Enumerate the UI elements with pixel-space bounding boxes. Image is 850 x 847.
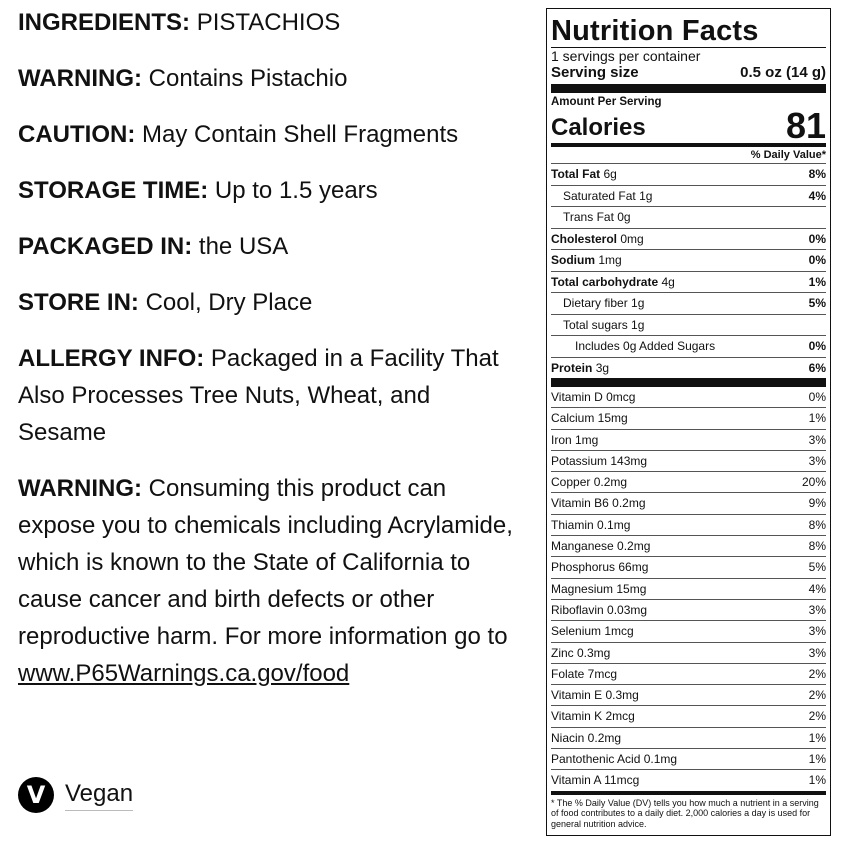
vegan-badge-row — [18, 777, 133, 813]
micronutrient-pct: 1% — [808, 752, 826, 767]
prop65-warning-line: WARNING: Consuming this product can expose you to chemicals including Acrylamide, which is known to the State of California to cause cancer and birth defects or other reproductive harm. For more information go to www.P65Warnings.ca.gov/food — [18, 475, 513, 687]
micronutrient-row — [551, 492, 826, 513]
nutrition-facts-panel — [546, 8, 831, 836]
micronutrient-name: Thiamin 0.1mg — [551, 517, 631, 532]
micronutrient-row — [551, 769, 826, 790]
nutrient-row-dietary-fiber: Dietary fiber 1g 5% — [551, 292, 826, 314]
servings-per-container: 1 servings per container — [551, 48, 701, 64]
micronutrient-row — [551, 748, 826, 769]
micronutrient-name: Riboflavin 0.03mg — [551, 602, 648, 617]
micronutrient-list — [551, 387, 826, 791]
allergy-info-line: ALLERGY INFO: Packaged in a Facility That Also Processes Tree Nuts, Wheat, and Sesame — [18, 345, 499, 446]
micronutrient-row — [551, 599, 826, 620]
micronutrient-row — [551, 556, 826, 577]
micronutrient-row — [551, 514, 826, 535]
daily-value-footnote: * The % Daily Value (DV) tells you how much a nutrient in a serving of food contributes to a daily diet. 2,000 calories a day is used for general nutrition advice. — [551, 797, 819, 829]
micronutrient-name: Zinc 0.3mg — [551, 645, 611, 660]
micronutrient-pct: 0% — [808, 390, 826, 404]
micronutrient-pct: 2% — [808, 688, 826, 703]
micronutrient-row — [551, 535, 826, 556]
micronutrient-name: Niacin 0.2mg — [551, 730, 622, 745]
micronutrient-row — [551, 663, 826, 684]
micronutrient-name: Phosphorus 66mg — [551, 560, 649, 575]
packaged-in-line: PACKAGED IN: the USA — [18, 233, 289, 260]
micronutrient-pct: 8% — [808, 539, 826, 554]
nutrient-row-saturated-fat: Saturated Fat 1g 4% — [551, 185, 826, 207]
micronutrient-row — [551, 684, 826, 705]
nutrition-facts-title: Nutrition Facts — [551, 15, 759, 47]
micronutrient-name: Magnesium 15mg — [551, 581, 647, 596]
micronutrient-row — [551, 471, 826, 492]
micronutrient-name: Copper 0.2mg — [551, 475, 628, 490]
micronutrient-pct: 2% — [808, 709, 826, 724]
micronutrient-row — [551, 578, 826, 599]
macro-list — [551, 163, 826, 378]
micronutrient-name: Potassium 143mg — [551, 453, 648, 468]
micronutrient-pct: 3% — [808, 432, 826, 447]
micronutrient-name: Pantothenic Acid 0.1mg — [551, 752, 678, 767]
micronutrient-row — [551, 450, 826, 471]
storage-time-line: STORAGE TIME: Up to 1.5 years — [18, 177, 378, 204]
ingredients-line: INGREDIENTS: PISTACHIOS — [18, 9, 341, 36]
nutrient-row-total-sugars: Total sugars 1g — [551, 314, 826, 336]
nutrient-row-total-carbohydrate: Total carbohydrate 4g 1% — [551, 271, 826, 293]
micronutrient-row — [551, 429, 826, 450]
product-info — [18, 4, 523, 711]
nutrient-row-protein: Protein 3g 6% — [551, 357, 826, 379]
micronutrient-name: Folate 7mcg — [551, 666, 618, 681]
micronutrient-row — [551, 705, 826, 726]
micronutrient-row — [551, 620, 826, 641]
micronutrient-name: Selenium 1mcg — [551, 624, 634, 639]
daily-value-header: % Daily Value* — [750, 149, 826, 161]
micronutrient-name: Manganese 0.2mg — [551, 539, 651, 554]
micronutrient-name: Vitamin A 11mcg — [551, 773, 640, 788]
p65-warnings-link[interactable]: www.P65Warnings.ca.gov/food — [18, 660, 350, 687]
micronutrient-pct: 1% — [808, 411, 826, 426]
micronutrient-pct: 3% — [808, 645, 826, 660]
micronutrient-pct: 3% — [808, 624, 826, 639]
micronutrient-pct: 9% — [808, 496, 826, 511]
micronutrient-name: Calcium 15mg — [551, 411, 628, 426]
micronutrient-row — [551, 727, 826, 748]
micronutrient-pct: 8% — [808, 517, 826, 532]
micronutrient-row — [551, 407, 826, 428]
nutrient-row-added-sugars: Includes 0g Added Sugars 0% — [551, 335, 826, 357]
micronutrient-name: Vitamin B6 0.2mg — [551, 496, 646, 511]
micronutrient-pct: 20% — [801, 475, 826, 490]
micronutrient-name: Vitamin D 0mcg — [551, 390, 636, 404]
micronutrient-row — [551, 387, 826, 407]
nutrient-row-trans-fat: Trans Fat 0g — [551, 206, 826, 228]
micronutrient-name: Vitamin K 2mcg — [551, 709, 635, 724]
calories-row: Calories 81 — [551, 105, 826, 146]
warning-allergen-line: WARNING: Contains Pistachio — [18, 65, 348, 92]
micronutrient-pct: 1% — [808, 730, 826, 745]
nutrient-row-cholesterol: Cholesterol 0mg 0% — [551, 228, 826, 250]
nutrient-row-total-fat: Total Fat 6g 8% — [551, 163, 826, 185]
micronutrient-pct: 3% — [808, 453, 826, 468]
store-in-line: STORE IN: Cool, Dry Place — [18, 289, 313, 316]
micronutrient-row — [551, 642, 826, 663]
micronutrient-pct: 4% — [808, 581, 826, 596]
micronutrient-name: Vitamin E 0.3mg — [551, 688, 639, 703]
serving-size-row: Serving size 0.5 oz (14 g) — [551, 64, 826, 81]
micronutrient-name: Iron 1mg — [551, 432, 599, 447]
nutrient-row-sodium: Sodium 1mg 0% — [551, 249, 826, 271]
micronutrient-pct: 5% — [808, 560, 826, 575]
amount-per-serving: Amount Per Serving — [551, 96, 662, 108]
micronutrient-pct: 3% — [808, 602, 826, 617]
vegan-icon: V — [18, 777, 54, 813]
micronutrient-pct: 2% — [808, 666, 826, 681]
micronutrient-pct: 1% — [808, 773, 826, 788]
vegan-label[interactable]: Vegan — [65, 780, 133, 811]
caution-line: CAUTION: May Contain Shell Fragments — [18, 121, 459, 148]
